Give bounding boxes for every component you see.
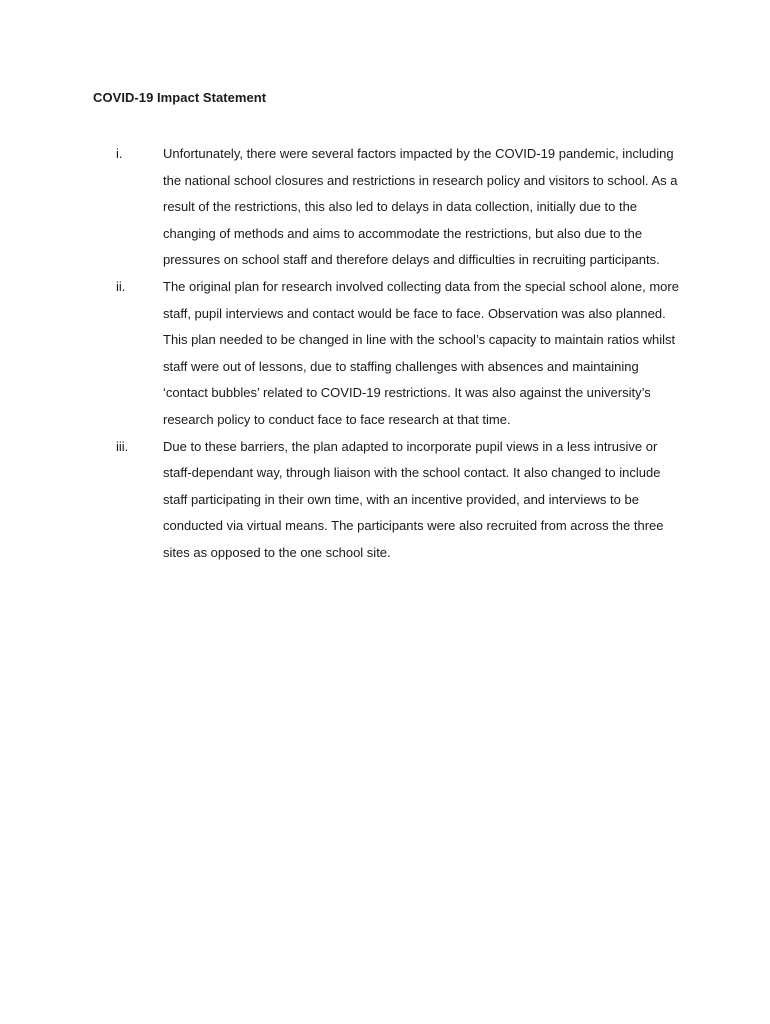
impact-list	[0, 141, 770, 567]
list-item-numeral: ii.	[116, 278, 126, 294]
list-item-text: Unfortunately, there were several factors impacted by the COVID-19 pandemic, including the national school closures and restrictions in research policy and visitors to school. As a result of the restrictions, this also led to delays in data collection, initially due to the changing of methods and aims to accommodate the restrictions, but also due to the pressures on school staff and therefore delays and difficulties in recruiting participants.	[163, 146, 678, 268]
list-item	[0, 434, 770, 567]
list-item-numeral: i.	[116, 146, 123, 161]
list-item-text: Due to these barriers, the plan adapted to incorporate pupil views in a less intrusive or staff-dependant way, through liaison with the school contact. It also changed to include staff participating in their own time, with an incentive provided, and interviews to be conducted via virtual means. The participants were also recruited from across the three sites as opposed to the one school site.	[163, 438, 664, 560]
list-item	[0, 141, 770, 274]
list-item	[0, 274, 770, 434]
list-item-numeral: iii.	[116, 438, 129, 454]
document-title: COVID-19 Impact Statement	[93, 90, 267, 105]
list-item-text: The original plan for research involved collecting data from the special school alone, more staff, pupil interviews and contact would be face to face. Observation was also planned. This plan needed to be changed in line with the school’s capacity to maintain ratios whilst staff were out of lessons, due to staffing challenges with absences and maintaining ‘contact bubbles’ related to COVID-19 restrictions. It was also against the university’s research policy to conduct face to face research at that time.	[163, 278, 679, 427]
